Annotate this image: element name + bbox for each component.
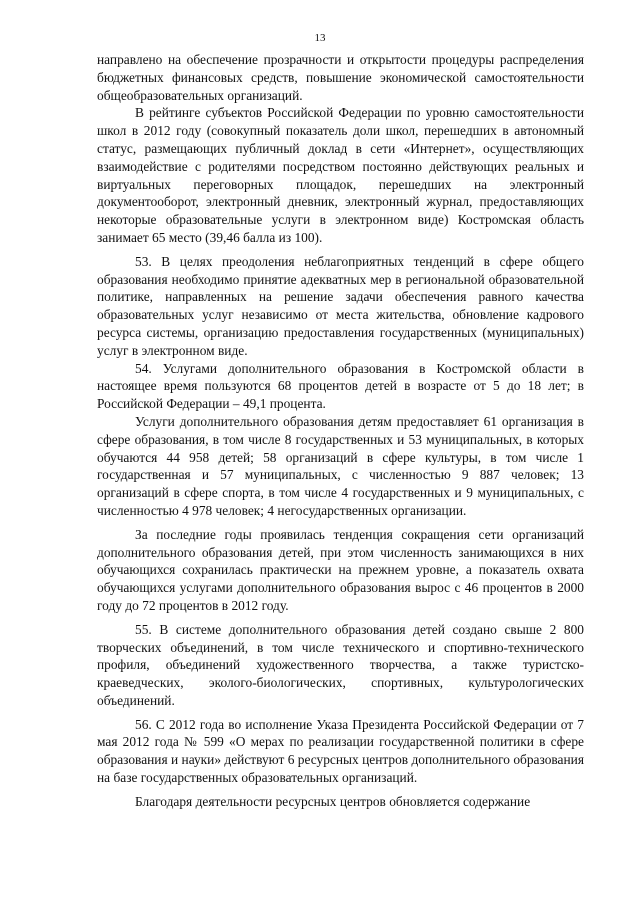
paragraph-53: 53. В целях преодоления неблагоприятных тенденций в сфере общего образования необходимо принятие адекватных мер в региональной образовательной политике, направленных на решение задачи обеспечения равного качества образовательных услуг независимо от места жительства, обновление кадрового ресурса системы, организацию предоставления государственных (муниципальных) услуг в электронном виде.	[97, 253, 584, 358]
paragraph-additional-education-services: Услуги дополнительного образования детям предоставляет 61 организация в сфере образования, в том числе 8 государственных и 53 муниципальных, в которых обучаются 44 958 детей; 58 организаций в сфере культуры, в том числе 1 государственная и 57 муниципальных, с численностью 9 887 человек; 13 организаций в сфере спорта, в том числе 4 государственных и 9 муниципальных, с численностью 4 978 человек; 4 негосударственных организации.	[97, 413, 584, 518]
paragraph-continuation: направлено на обеспечение прозрачности и открытости процедуры распределения бюджетных финансовых средств, повышение экономической самостоятельности общеобразовательных организаций.	[97, 52, 584, 103]
paragraph-network-reduction: За последние годы проявилась тенденция сокращения сети организаций дополнительного образования детей, при этом численность занимающихся в них обучающихся сохранилась практически на прежнем уровне, а показатель охвата обучающихся услугами дополнительного образования вырос с 46 процентов в 2000 году до 72 процентов в 2012 году.	[97, 526, 584, 613]
paragraph-56: 56. С 2012 года во исполнение Указа Президента Российской Федерации от 7 мая 2012 года № 599 «О мерах по реализации государственной политики в сфере образования и науки» действуют 6 ресурсных центров дополнительного образования на базе государственных образовательных организаций.	[97, 716, 584, 786]
document-body	[97, 51, 584, 811]
paragraph-54: 54. Услугами дополнительного образования в Костромской области в настоящее время пользуются 68 процентов детей в возрасте от 5 до 18 лет; в Российской Федерации – 49,1 процента.	[97, 360, 584, 412]
page-number: 13	[314, 32, 326, 44]
paragraph-resource-centers: Благодаря деятельности ресурсных центров обновляется содержание	[135, 793, 531, 809]
paragraph-school-autonomy-rating: В рейтинге субъектов Российской Федерации по уровню самостоятельности школ в 2012 году (совокупный показатель доли школ, перешедших в автономный статус, размещающих публичный доклад в сети «Интернет», осуществляющих взаимодействие с родителями посредством постоянно действующих реальных и виртуальных переговорных площадок, перешедших на электронный документооборот, электронный дневник, электронный журнал, предоставляющих некоторые образовательные услуги в электронном виде) Костромская область занимает 65 место (39,46 балла из 100).	[97, 105, 584, 245]
paragraph-55: 55. В системе дополнительного образования детей создано свыше 2 800 творческих объединений, в том числе технического и спортивно-технического профиля, объединений художественного творчества, а также туристско-краеведческих, эколого-биологических, спортивных, культурологических объединений.	[97, 621, 584, 708]
